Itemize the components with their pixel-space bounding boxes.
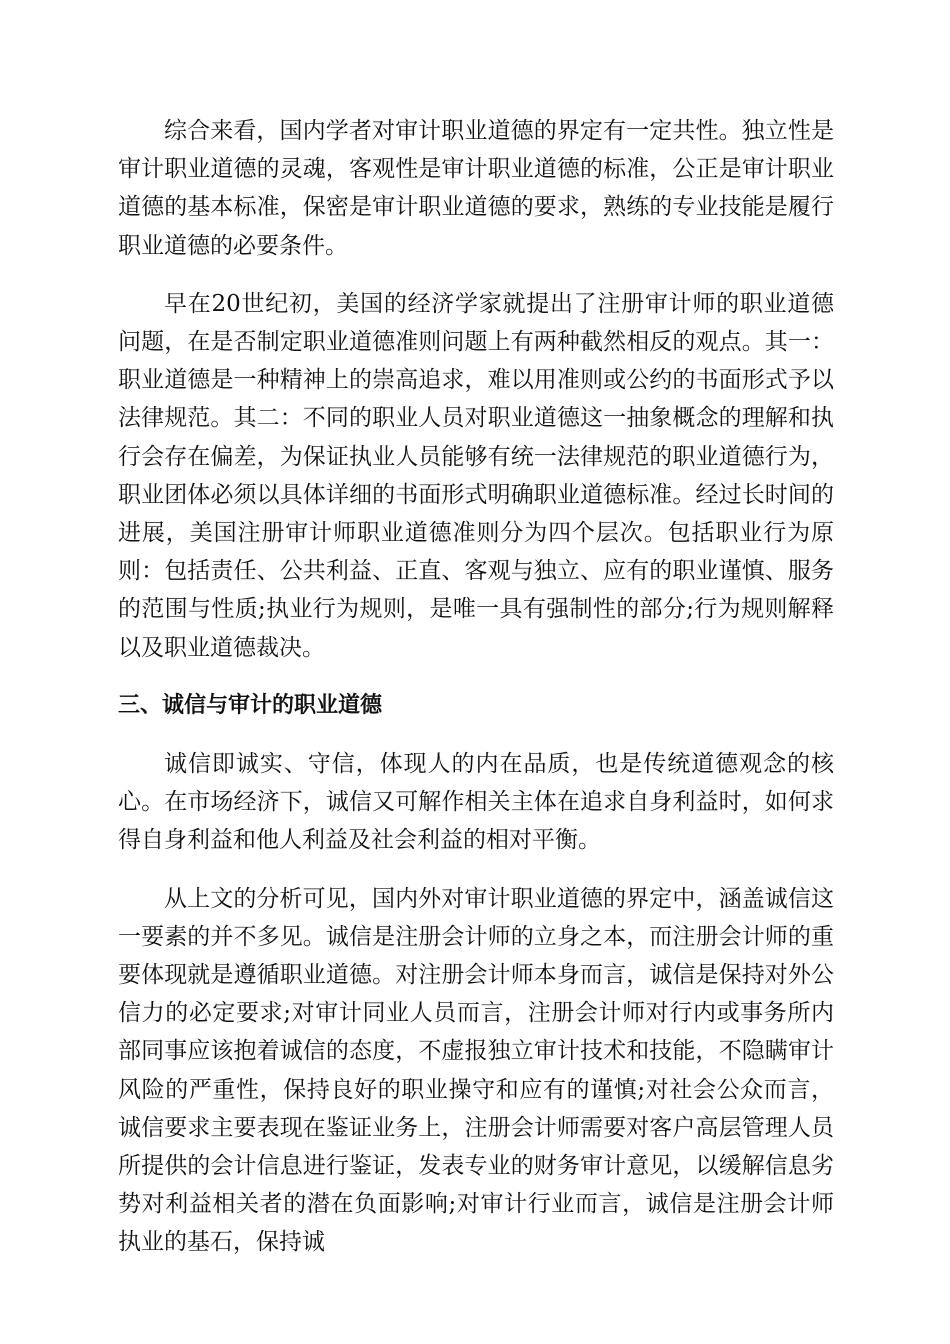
document-body (118, 112, 834, 1282)
body-paragraph: 综合来看，国内学者对审计职业道德的界定有一定共性。独立性是审计职业道德的灵魂，客观性是审计职业道德的标准，公正是审计职业道德的基本标准，保密是审计职业道德的要求，熟练的专业技能是履行职业道德的必要条件。 (118, 118, 834, 259)
body-paragraph: 早在20世纪初，美国的经济学家就提出了注册审计师的职业道德问题，在是否制定职业道德准则问题上有两种截然相反的观点。其一：职业道德是一种精神上的崇高追求，难以用准则或公约的书面形式予以法律规范。其二：不同的职业人员对职业道德这一抽象概念的理解和执行会存在偏差，为保证执业人员能够有统一法律规范的职业道德行为，职业团体必须以具体详细的书面形式明确职业道德标准。经过长时间的进展，美国注册审计师职业道德准则分为四个层次。包括职业行为原则：包括责任、公共利益、正直、客观与独立、应有的职业谨慎、服务的范围与性质;执业行为规则，是唯一具有强制性的部分;行为规则解释以及职业道德裁决。 (118, 290, 834, 661)
body-paragraph: 从上文的分析可见，国内外对审计职业道德的界定中，涵盖诚信这一要素的并不多见。诚信是注册会计师的立身之本，而注册会计师的重要体现就是遵循职业道德。对注册会计师本身而言，诚信是保持对外公信力的必定要求;对审计同业人员而言，注册会计师对行内或事务所内部同事应该抱着诚信的态度，不虚报独立审计技术和技能，不隐瞒审计风险的严重性，保持良好的职业操守和应有的谨慎;对社会公众而言，诚信要求主要表现在鉴证业务上，注册会计师需要对客户高层管理人员所提供的会计信息进行鉴证，发表专业的财务审计意见，以缓解信息劣势对利益相关者的潜在负面影响;对审计行业而言，诚信是注册会计师执业的基石，保持诚 (118, 885, 834, 1256)
section-heading: 三、诚信与审计的职业道德 (118, 692, 383, 718)
body-paragraph: 诚信即诚实、守信，体现人的内在品质，也是传统道德观念的核心。在市场经济下，诚信又可解作相关主体在追求自身利益时，如何求得自身利益和他人利益及社会利益的相对平衡。 (118, 751, 834, 854)
